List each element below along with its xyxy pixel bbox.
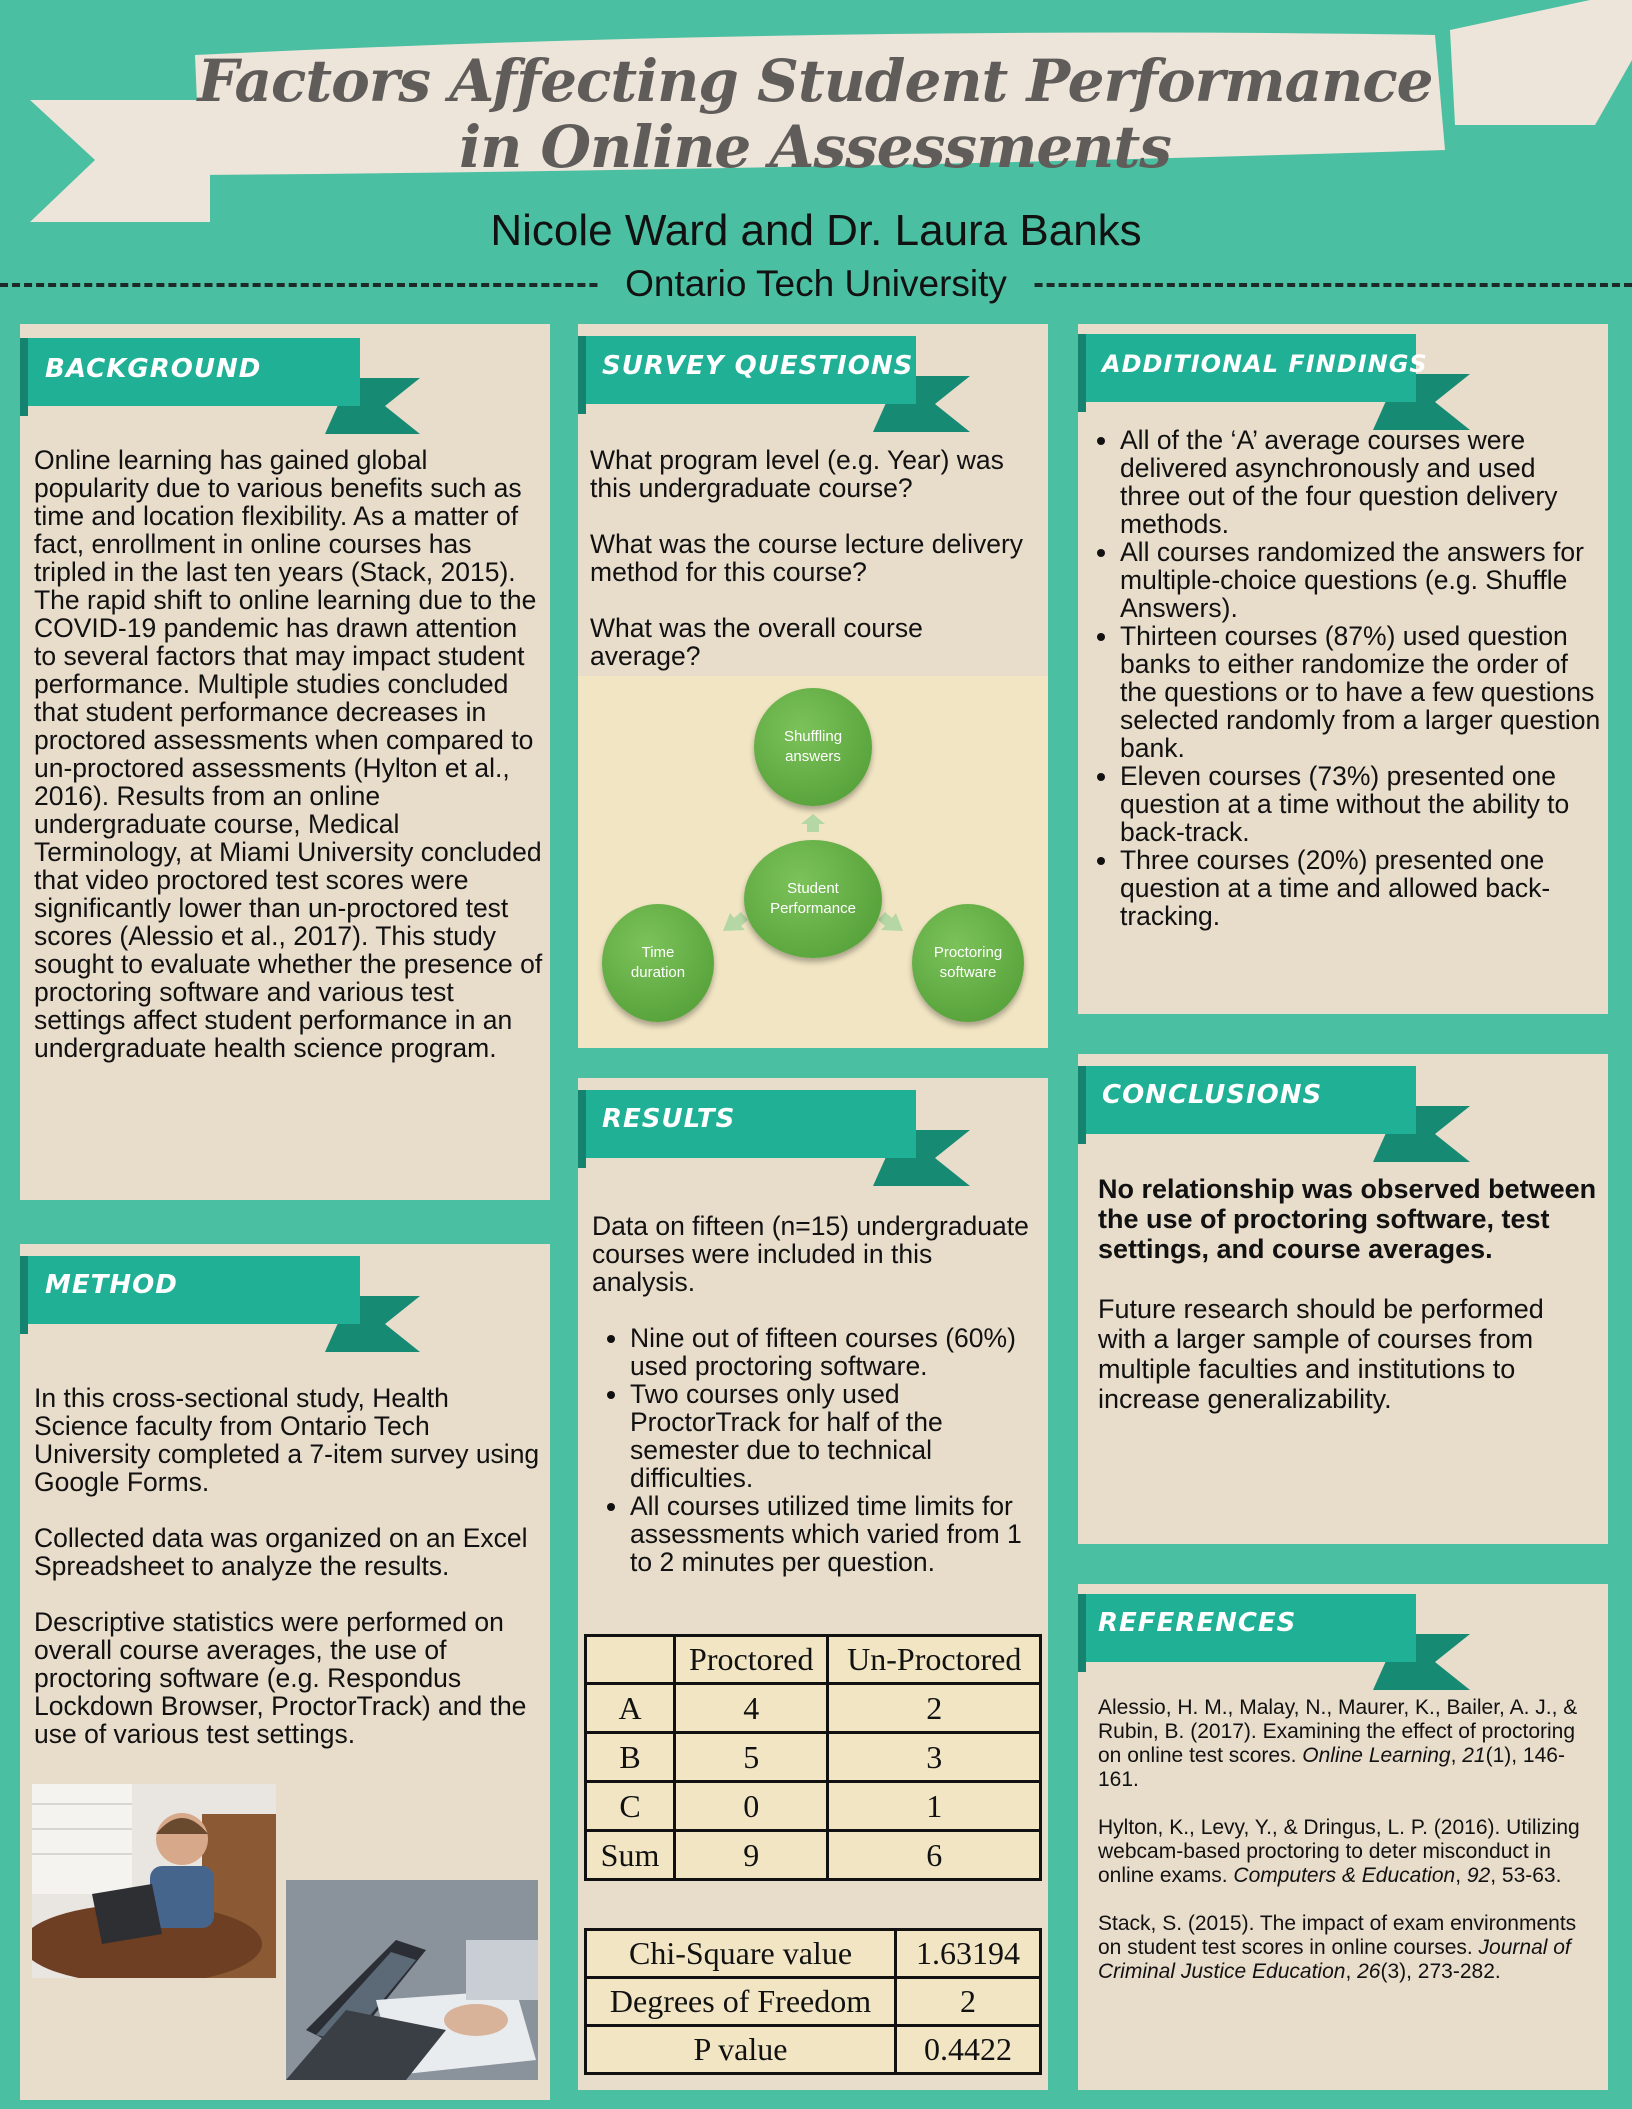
additional-bullets — [1082, 426, 1602, 930]
additional-text — [1082, 426, 1602, 930]
method-p3: Descriptive statistics were performed on overall course averages, the use of proctoring software (e.g. Respondus Lockdown Browser, ProctorTrack) and the use of various test settings. — [34, 1607, 527, 1749]
table-cell: 2 — [828, 1684, 1041, 1733]
stats-label: Chi-Square value — [586, 1930, 896, 1978]
results-bullet-2: • Two courses only used ProctorTrack for half of the semester due to technical difficulties. — [630, 1380, 1042, 1492]
table-cell: A — [586, 1684, 675, 1733]
method-p2: Collected data was organized on an Excel Spreadsheet to analyze the results. — [34, 1523, 528, 1581]
background-heading: BACKGROUND — [45, 354, 262, 384]
reference-1: Alessio, H. M., Malay, N., Maurer, K., Bailer, A. J., & Rubin, B. (2017). Examining the effect of proctoring on online test scores. Online Learning, 21(1), 146-161. — [1098, 1696, 1578, 1791]
additional-bullet-4: • Eleven courses (73%) presented one question at a time without the ability to back-track. — [1120, 762, 1602, 846]
node-proctoring-software: Proctoring software — [912, 904, 1024, 1022]
section-ribbon — [20, 338, 420, 434]
results-bullets — [592, 1324, 1042, 1576]
stats-label: P value — [586, 2026, 896, 2074]
table-cell: C — [586, 1782, 675, 1831]
method-panel — [20, 1244, 550, 2100]
additional-bullet-5: • Three courses (20%) presented one question at a time and allowed back-tracking. — [1120, 846, 1602, 930]
table-header-proctored: Proctored — [675, 1636, 828, 1684]
method-text — [34, 1384, 544, 1776]
survey-q2: What was the course lecture delivery method for this course? — [590, 529, 1024, 587]
additional-bullet-2: • All courses randomized the answers for multiple-choice questions (e.g. Shuffle Answers). — [1120, 538, 1602, 622]
conclusions-heading: CONCLUSIONS — [1102, 1080, 1323, 1110]
table-cell: B — [586, 1733, 675, 1782]
additional-findings-panel — [1078, 324, 1608, 1014]
additional-heading: ADDITIONAL FINDINGS — [1102, 350, 1428, 378]
references-text — [1098, 1696, 1598, 2008]
results-bullet-1: • Nine out of fifteen courses (60%) used proctoring software. — [630, 1324, 1042, 1380]
background-text — [34, 446, 544, 1090]
background-body: Online learning has gained global popularity due to various benefits such as time and location flexibility. As a matter of fact, enrollment in online courses has tripled in the last ten years (Stack, 2015). The rapid shift to online learning due to the COVID-19 pandemic has drawn attention to several factors that may impact student performance. Multiple studies concluded that student performance decreases in proctored assessments when compared to un-proctored assessments (Hylton et al., 2016). Results from an online undergraduate course, Medical Terminology, at Miami University concluded that video proctored test scores were significantly lower than un-proctored test scores (Alessio et al., 2017). This study sought to evaluate whether the presence of proctoring software and various test settings affect student performance in an undergraduate health science program. — [34, 445, 543, 1063]
additional-bullet-3: • Thirteen courses (87%) used question banks to either randomize the order of the questions or to have a few questions selected randomly from a larger question bank. — [1120, 622, 1602, 762]
node-student-performance: Student Performance — [744, 840, 882, 958]
method-heading: METHOD — [45, 1270, 178, 1300]
table-cell: 1 — [828, 1782, 1041, 1831]
table-cell: 0 — [675, 1782, 828, 1831]
survey-panel — [578, 324, 1048, 1044]
table-cell: Sum — [586, 1831, 675, 1880]
background-panel — [20, 324, 550, 1200]
stats-value: 1.63194 — [896, 1930, 1041, 1978]
conclusions-body: Future research should be performed with a larger sample of courses from multiple faculties and institutions to increase generalizability. — [1098, 1294, 1544, 1414]
survey-q1: What program level (e.g. Year) was this undergraduate course? — [590, 445, 1004, 503]
stats-table — [584, 1928, 1042, 2075]
factors-diagram — [578, 676, 1048, 1048]
stats-label: Degrees of Freedom — [586, 1978, 896, 2026]
node-shuffling-answers: Shuffling answers — [754, 688, 872, 806]
additional-bullet-1: • All of the ‘A’ average courses were delivered asynchronously and used three out of the four question delivery methods. — [1120, 426, 1602, 538]
poster-title: Factors Affecting Student Performance in Online Assessments — [197, 47, 1433, 181]
results-text — [592, 1212, 1042, 1576]
reference-2: Hylton, K., Levy, Y., & Dringus, L. P. (2016). Utilizing webcam-based proctoring to deter misconduct in online exams. Computers & Education, 92, 53-63. — [1098, 1816, 1580, 1887]
student-laptop-image — [32, 1784, 276, 1978]
section-ribbon — [1078, 334, 1478, 430]
table-cell: 4 — [675, 1684, 828, 1733]
conclusions-bold: No relationship was observed between the use of proctoring software, test settings, and course averages. — [1098, 1174, 1597, 1264]
laptop-writing-image — [286, 1880, 538, 2080]
survey-text — [590, 446, 1040, 698]
survey-q3: What was the overall course average? — [590, 613, 923, 671]
table-header-unproctored: Un-Proctored — [828, 1636, 1041, 1684]
conclusions-text — [1098, 1174, 1598, 1442]
results-table — [584, 1634, 1042, 1881]
results-bullet-3: • All courses utilized time limits for assessments which varied from 1 to 2 minutes per question. — [630, 1492, 1042, 1576]
references-heading: REFERENCES — [1098, 1608, 1297, 1638]
references-panel — [1078, 1584, 1608, 2090]
table-cell: 5 — [675, 1733, 828, 1782]
results-panel — [578, 1078, 1048, 2090]
table-header-empty — [586, 1636, 675, 1684]
conclusions-panel — [1078, 1054, 1608, 1544]
node-time-duration: Time duration — [602, 904, 714, 1022]
method-p1: In this cross-sectional study, Health Science faculty from Ontario Tech University completed a 7-item survey using Google Forms. — [34, 1383, 540, 1497]
student-laptop-photo — [32, 1784, 276, 1978]
stats-value: 2 — [896, 1978, 1041, 2026]
table-cell: 6 — [828, 1831, 1041, 1880]
authors: Nicole Ward and Dr. Laura Banks — [490, 206, 1142, 255]
table-cell: 3 — [828, 1733, 1041, 1782]
table-cell: 9 — [675, 1831, 828, 1880]
laptop-writing-photo — [286, 1880, 538, 2080]
survey-heading: SURVEY QUESTIONS — [602, 351, 914, 381]
university: Ontario Tech University — [600, 262, 1032, 306]
stats-value: 0.4422 — [896, 2026, 1041, 2074]
results-intro: Data on fifteen (n=15) undergraduate courses were included in this analysis. — [592, 1211, 1029, 1297]
results-heading: RESULTS — [602, 1104, 736, 1134]
reference-3: Stack, S. (2015). The impact of exam environments on student test scores in online courses. Journal of Criminal Justice Education, 26(3), 273-282. — [1098, 1912, 1577, 1983]
